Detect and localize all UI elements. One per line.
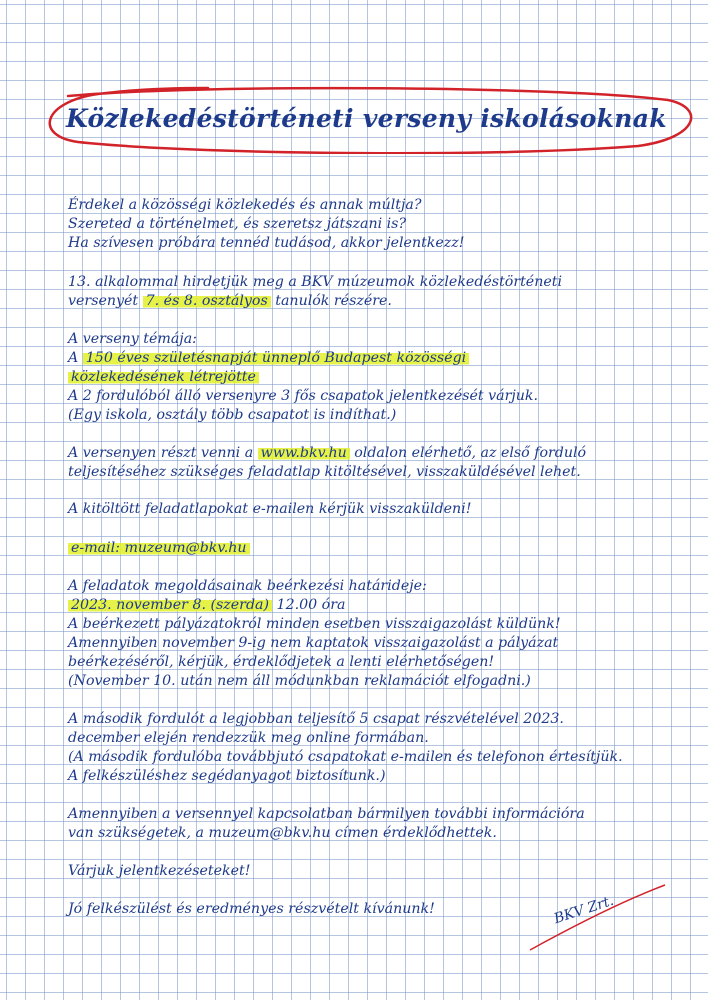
highlighted-text: e-mail: muzeum@bkv.hu (68, 540, 250, 556)
highlighted-text: 2023. november 8. (szerda) (68, 597, 272, 613)
text-segment: Ha szívesen próbára tennéd tudásod, akkor jelentkezz! (68, 235, 465, 251)
text-segment: Amennyiben november 9-ig nem kaptatok visszaigazolást a pályázat (68, 635, 559, 651)
highlighted-text: közlekedésének létrejötte (68, 369, 259, 385)
signature-text: BKV Zrt. (552, 892, 616, 928)
text-line (68, 805, 585, 824)
text-line (68, 196, 421, 215)
text-segment: A feladatok megoldásainak beérkezési határideje: (68, 578, 427, 594)
signature-stroke (520, 880, 670, 960)
page-title: Közlekedéstörténeti verseny iskolásoknak (66, 104, 667, 133)
highlighted-text: 7. és 8. osztályos (143, 293, 271, 309)
text-line (68, 748, 623, 767)
text-line (68, 653, 494, 672)
text-line (68, 463, 581, 482)
text-segment: (A második fordulóba továbbjutó csapatokat e-mailen és telefonon értesítjük. (68, 749, 623, 765)
text-line (68, 368, 259, 387)
text-segment: versenyét (68, 293, 143, 309)
text-segment: A 2 fordulóból álló versenyre 3 fős csapatok jelentkezését várjuk. (68, 388, 539, 404)
text-segment: Jó felkészülést és eredményes részvételt kívánunk! (68, 901, 435, 917)
text-line (68, 900, 435, 919)
text-segment: van szükségetek, a muzeum@bkv.hu címen érdeklődhettek. (68, 825, 497, 841)
text-line (68, 615, 561, 634)
text-segment: A második fordulót a legjobban teljesítő 5 csapat részvételével 2023. (68, 711, 564, 727)
text-segment: A versenyen részt venni a (68, 445, 258, 461)
text-line (68, 215, 406, 234)
text-segment: 12.00 óra (272, 597, 346, 613)
text-segment: december elején rendezzük meg online formában. (68, 730, 429, 746)
text-line (68, 292, 392, 311)
text-line (68, 577, 427, 596)
text-segment: Amennyiben a versennyel kapcsolatban bármilyen további információra (68, 806, 585, 822)
highlighted-text: www.bkv.hu (258, 445, 350, 461)
text-segment: tanulók részére. (270, 293, 392, 309)
text-line (68, 710, 564, 729)
text-line (68, 349, 469, 368)
text-line (68, 234, 464, 253)
text-segment: beérkezéséről, kérjük, érdeklődjetek a lenti elérhetőségen! (68, 654, 495, 670)
text-line (68, 273, 562, 292)
text-segment: A felkészüléshez segédanyagot biztosítunk.) (68, 768, 386, 784)
text-segment: teljesítéséhez szükséges feladatlap kitöltésével, visszaküldésével lehet. (68, 464, 581, 480)
text-line (68, 729, 429, 748)
text-segment: (Egy iskola, osztály több csapatot is indíthat.) (68, 407, 397, 423)
text-line (68, 672, 531, 691)
text-segment: A (68, 350, 83, 366)
text-segment: Érdekel a közösségi közlekedés és annak múltja? (68, 197, 422, 213)
text-line (68, 862, 250, 881)
text-segment: 13. alkalommal hirdetjük meg a BKV múzeumok közlekedéstörténeti (68, 274, 562, 290)
text-line (68, 824, 497, 843)
text-segment: A beérkezett pályázatokról minden esetben visszaigazolást küldünk! (68, 616, 561, 632)
text-line (68, 500, 471, 519)
text-line (68, 444, 586, 463)
text-segment: (November 10. után nem áll módunkban reklamációt elfogadni.) (68, 673, 531, 689)
text-line (68, 596, 345, 615)
text-line (68, 330, 197, 349)
text-line (68, 767, 385, 786)
text-segment: oldalon elérhető, az első forduló (349, 445, 587, 461)
text-segment: A verseny témája: (68, 331, 197, 347)
text-segment: Szereted a történelmet, és szeretsz játszani is? (68, 216, 407, 232)
text-segment: A kitöltött feladatlapokat e-mailen kérjük visszaküldeni! (68, 501, 472, 517)
text-line (68, 387, 538, 406)
text-segment: Várjuk jelentkezéseteket! (68, 863, 251, 879)
highlighted-text: 150 éves születésnapját ünneplő Budapest közösségi (83, 350, 469, 366)
text-line (68, 406, 396, 425)
title-block (38, 82, 693, 154)
text-line (68, 634, 558, 653)
text-line (68, 539, 250, 558)
